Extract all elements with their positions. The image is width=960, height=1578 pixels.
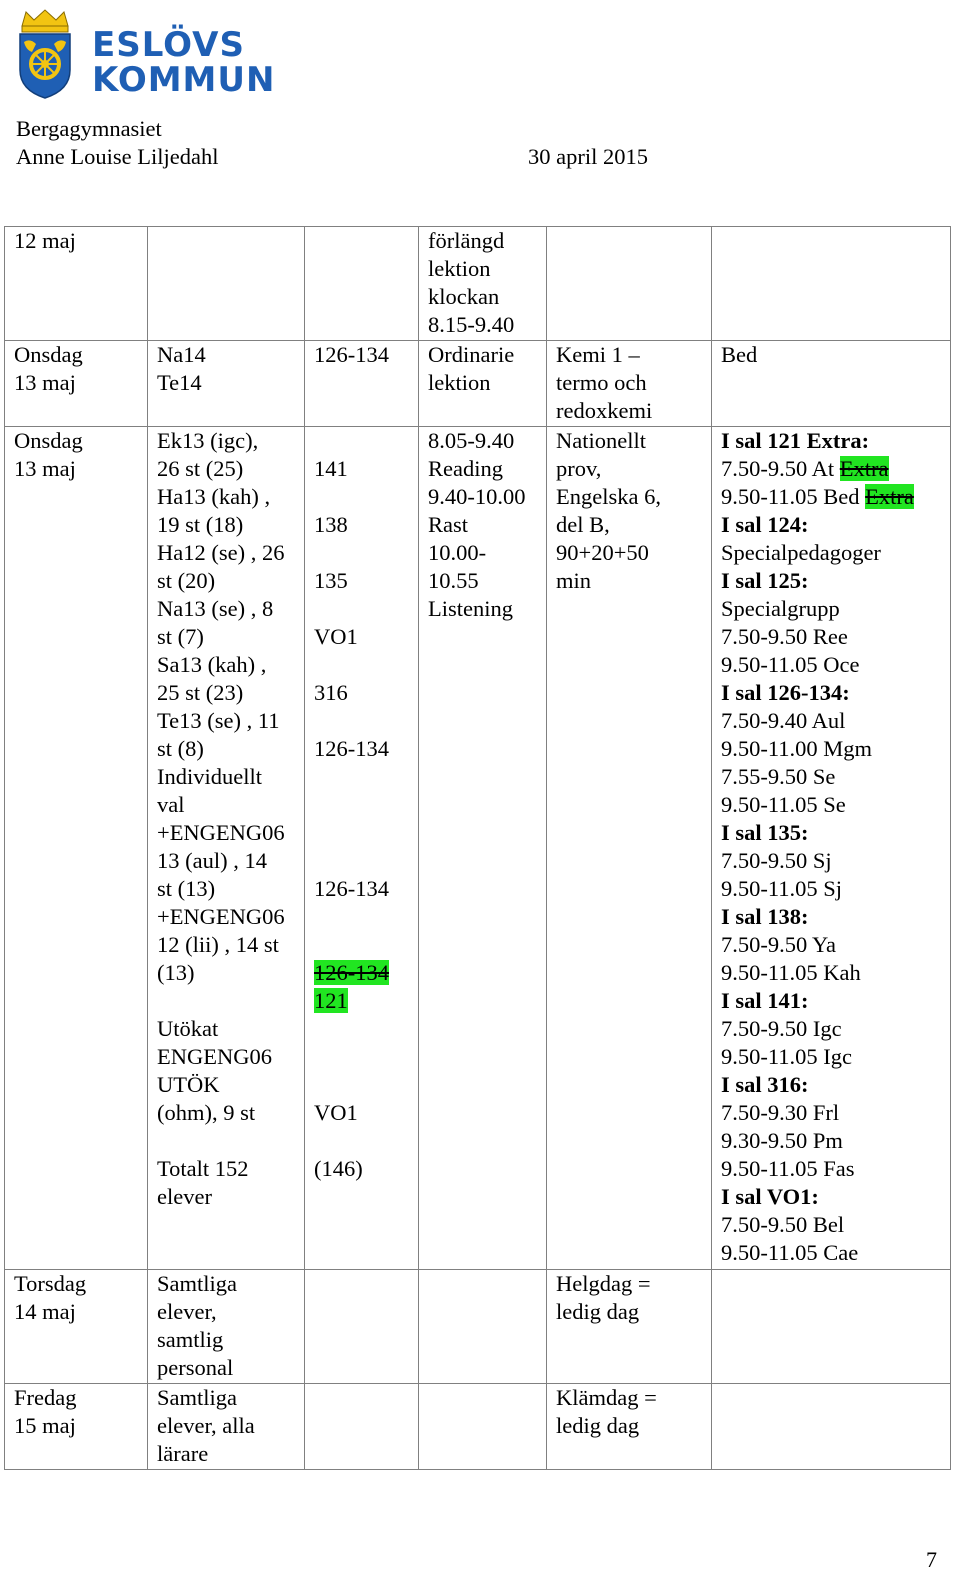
logo-text-line2: KOMMUN bbox=[92, 60, 276, 100]
staff-entry: 7.50-9.50 Bel bbox=[721, 1212, 845, 1237]
room-line bbox=[314, 819, 412, 847]
staff-cell: Bed bbox=[712, 341, 951, 427]
room-line bbox=[314, 931, 412, 959]
room-line bbox=[314, 791, 412, 819]
room-line bbox=[314, 847, 412, 875]
schedule-table bbox=[4, 226, 951, 1470]
day-cell: Fredag 15 maj bbox=[5, 1384, 148, 1470]
room-line bbox=[314, 623, 412, 651]
time-cell bbox=[419, 1384, 547, 1470]
rooms-cell bbox=[305, 1384, 419, 1470]
room-heading: I sal 316: bbox=[721, 1072, 809, 1097]
room-line bbox=[314, 567, 412, 595]
room-line bbox=[314, 1155, 412, 1183]
room-line bbox=[314, 763, 412, 791]
groups-cell: Na14 Te14 bbox=[148, 341, 305, 427]
staff-entry: 9.50-11.05 Bed Extra bbox=[721, 484, 914, 509]
room-line bbox=[314, 903, 412, 931]
staff-entry: 9.50-11.05 Sj bbox=[721, 876, 843, 901]
room-line bbox=[314, 987, 412, 1015]
staff-cell bbox=[712, 427, 951, 1270]
struck-label: Extra bbox=[865, 484, 914, 509]
room-line bbox=[314, 651, 412, 679]
room-line bbox=[314, 595, 412, 623]
room-heading: I sal 141: bbox=[721, 988, 809, 1013]
day-cell: 12 maj bbox=[5, 227, 148, 341]
room-value: 135 bbox=[314, 568, 348, 593]
table-row bbox=[5, 427, 951, 1270]
table-row bbox=[5, 1270, 951, 1384]
room-line bbox=[314, 483, 412, 511]
page-number: 7 bbox=[926, 1547, 937, 1572]
groups-cell: Samtliga elever, alla lärare bbox=[148, 1384, 305, 1470]
room-value: 138 bbox=[314, 512, 348, 537]
room-line bbox=[314, 1099, 412, 1127]
logo-wordmark bbox=[92, 25, 276, 100]
room-line bbox=[314, 1127, 412, 1155]
room-value: 126-134 bbox=[314, 736, 389, 761]
crest-icon bbox=[14, 8, 76, 100]
room-value: 126-134 bbox=[314, 960, 389, 985]
document-date: 30 april 2015 bbox=[528, 144, 648, 169]
staff-entry: 9.50-11.00 Mgm bbox=[721, 736, 873, 761]
room-line bbox=[314, 679, 412, 707]
time-cell bbox=[419, 1270, 547, 1384]
staff-entry: 7.50-9.30 Frl bbox=[721, 1100, 840, 1125]
room-line bbox=[314, 735, 412, 763]
time-cell: 8.05-9.40 Reading 9.40-10.00 Rast 10.00- 10.55 Listening bbox=[419, 427, 547, 1270]
groups-cell: Ek13 (igc), 26 st (25) Ha13 (kah) , 19 st (18) Ha12 (se) , 26 st (20) Na13 (se) , 8 st (7) Sa13 (kah) , 25 st (23) Te13 (se) , 11 st (8) Individuellt val +ENGENG06 13 (aul) , 14 st (13) +ENGENG06 12 (lii) , 14 st (13) Utökat ENGENG06 UTÖK (ohm), 9 st Totalt 152 elever bbox=[148, 427, 305, 1270]
room-line bbox=[314, 875, 412, 903]
subject-cell: Kemi 1 – termo och redoxkemi bbox=[547, 341, 712, 427]
room-heading: I sal 126-134: bbox=[721, 680, 850, 705]
room-heading: I sal 125: bbox=[721, 568, 809, 593]
logo-text-line1: ESLÖVS bbox=[92, 25, 245, 65]
staff-entry: 9.50-11.05 Se bbox=[721, 792, 846, 817]
author-name: Anne Louise Liljedahl bbox=[16, 144, 219, 169]
room-value: 121 bbox=[314, 988, 348, 1013]
subject-cell: Klämdag = ledig dag bbox=[547, 1384, 712, 1470]
staff-cell bbox=[712, 1384, 951, 1470]
room-heading: I sal 138: bbox=[721, 904, 809, 929]
staff-entry: 7.50-9.50 At Extra bbox=[721, 456, 889, 481]
room-line bbox=[314, 959, 412, 987]
groups-cell bbox=[148, 227, 305, 341]
room-line bbox=[314, 455, 412, 483]
staff-entry: 7.50-9.40 Aul bbox=[721, 708, 846, 733]
room-value: VO1 bbox=[314, 1100, 358, 1125]
eslovs-kommun-logo bbox=[14, 8, 276, 102]
staff-entry: 9.50-11.05 Igc bbox=[721, 1044, 853, 1069]
room-line bbox=[314, 1071, 412, 1099]
school-name: Bergagymnasiet bbox=[16, 116, 162, 141]
staff-entry: 7.55-9.50 Se bbox=[721, 764, 836, 789]
day-cell: Onsdag 13 maj bbox=[5, 427, 148, 1270]
room-line bbox=[314, 427, 412, 455]
room-heading: I sal 124: bbox=[721, 512, 809, 537]
room-heading: I sal 135: bbox=[721, 820, 809, 845]
room-line bbox=[314, 707, 412, 735]
time-cell: Ordinarie lektion bbox=[419, 341, 547, 427]
time-cell: förlängd lektion klockan 8.15-9.40 bbox=[419, 227, 547, 341]
groups-cell: Samtliga elever, samtlig personal bbox=[148, 1270, 305, 1384]
struck-label: Extra bbox=[839, 456, 889, 481]
staff-entry: 9.50-11.05 Fas bbox=[721, 1156, 855, 1181]
staff-entry: Specialpedagoger bbox=[721, 540, 881, 565]
staff-entry: 9.30-9.50 Pm bbox=[721, 1128, 843, 1153]
staff-entry: 7.50-9.50 Ree bbox=[721, 624, 848, 649]
rooms-cell bbox=[305, 1270, 419, 1384]
staff-cell bbox=[712, 227, 951, 341]
room-heading: I sal VO1: bbox=[721, 1184, 819, 1209]
rooms-cell bbox=[305, 227, 419, 341]
table-row bbox=[5, 1384, 951, 1470]
staff-entry: 7.50-9.50 Igc bbox=[721, 1016, 842, 1041]
subject-cell: Nationellt prov, Engelska 6, del B, 90+20+50 min bbox=[547, 427, 712, 1270]
room-line bbox=[314, 511, 412, 539]
room-heading: I sal 121 Extra: bbox=[721, 428, 870, 453]
room-value: 141 bbox=[314, 456, 348, 481]
room-value: 316 bbox=[314, 680, 348, 705]
staff-cell bbox=[712, 1270, 951, 1384]
staff-entry: 9.50-11.05 Cae bbox=[721, 1240, 859, 1265]
staff-entry: Specialgrupp bbox=[721, 596, 840, 621]
room-value: 126-134 bbox=[314, 876, 389, 901]
room-value: (146) bbox=[314, 1156, 363, 1181]
staff-entry: 7.50-9.50 Sj bbox=[721, 848, 832, 873]
table-row bbox=[5, 227, 951, 341]
subject-cell bbox=[547, 227, 712, 341]
rooms-cell bbox=[305, 427, 419, 1270]
room-line bbox=[314, 1043, 412, 1071]
room-line bbox=[314, 1015, 412, 1043]
staff-entry: 9.50-11.05 Kah bbox=[721, 960, 861, 985]
staff-entry: 7.50-9.50 Ya bbox=[721, 932, 837, 957]
room-line bbox=[314, 539, 412, 567]
table-row bbox=[5, 341, 951, 427]
document-header bbox=[16, 115, 218, 171]
day-cell: Onsdag 13 maj bbox=[5, 341, 148, 427]
rooms-cell: 126-134 bbox=[305, 341, 419, 427]
day-cell: Torsdag 14 maj bbox=[5, 1270, 148, 1384]
staff-entry: 9.50-11.05 Oce bbox=[721, 652, 860, 677]
room-value: VO1 bbox=[314, 624, 358, 649]
subject-cell: Helgdag = ledig dag bbox=[547, 1270, 712, 1384]
